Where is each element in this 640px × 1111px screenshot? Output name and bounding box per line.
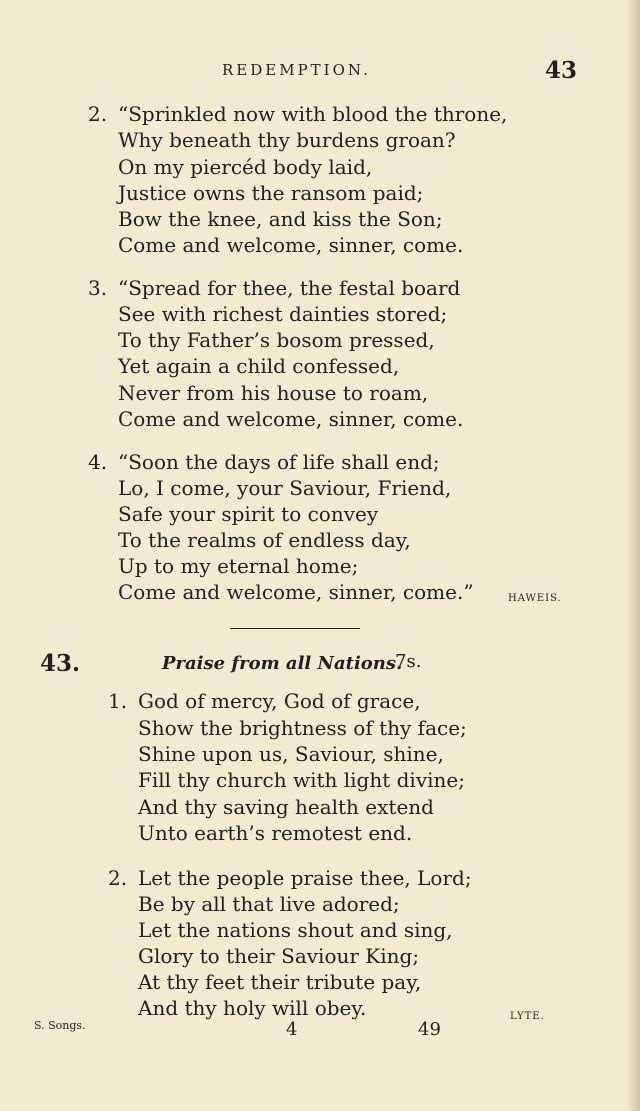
verse-line: Bow the knee, and kiss the Son;	[118, 207, 443, 231]
verse-line: Safe your spirit to convey	[118, 502, 379, 526]
verse-line: Let the people praise thee, Lord;	[138, 866, 472, 890]
signature-mark: S. Songs.	[34, 1019, 86, 1032]
verse-number: 2.	[108, 866, 128, 890]
verse-line: “Spread for thee, the festal board	[118, 276, 461, 300]
verse-line: Up to my eternal home;	[118, 554, 359, 578]
verse-line: Fill thy church with light divine;	[138, 768, 465, 792]
verse-line: Come and welcome, sinner, come.”	[118, 580, 474, 604]
author-attribution: LYTE.	[510, 1011, 545, 1022]
verse-line: To thy Father’s bosom pressed,	[118, 328, 435, 352]
verse-number: 1.	[108, 689, 128, 713]
hymn-meter: 7s.	[395, 651, 422, 672]
verse-line: Yet again a child confessed,	[118, 354, 400, 378]
verse-line: Glory to their Saviour King;	[138, 944, 420, 968]
verse-line: Be by all that live adored;	[138, 892, 400, 916]
verse-line: At thy feet their tribute pay,	[138, 970, 422, 994]
verse-line: And thy holy will obey.	[138, 996, 367, 1020]
verse-line: Let the nations shout and sing,	[138, 918, 453, 942]
verse-line: Shine upon us, Saviour, shine,	[138, 742, 444, 766]
verse-line: And thy saving health extend	[138, 795, 434, 819]
verse-line: To the realms of endless day,	[118, 528, 411, 552]
verse-line: “Sprinkled now with blood the throne,	[118, 102, 508, 126]
page-number: 43	[545, 57, 578, 84]
sheet-number: 4	[286, 1019, 298, 1040]
running-title: REDEMPTION.	[222, 61, 371, 79]
verse-number: 3.	[88, 276, 108, 300]
verse-line: On my piercéd body laid,	[118, 155, 373, 179]
verse-number: 4.	[88, 450, 108, 474]
verse-line: Come and welcome, sinner, come.	[118, 233, 464, 257]
verse-line: “Soon the days of life shall end;	[118, 450, 440, 474]
verse-line: God of mercy, God of grace,	[138, 689, 421, 713]
verse-line: Justice owns the ransom paid;	[118, 181, 424, 205]
verse-line: Unto earth’s remotest end.	[138, 821, 413, 845]
verse-line: See with richest dainties stored;	[118, 302, 448, 326]
folio-number: 49	[418, 1019, 441, 1040]
page-edge-shadow	[626, 0, 640, 1111]
author-attribution: HAWEIS.	[508, 593, 562, 604]
verse-line: Come and welcome, sinner, come.	[118, 407, 464, 431]
section-divider	[230, 628, 360, 629]
verse-line: Never from his house to roam,	[118, 381, 429, 405]
hymn-number: 43.	[40, 650, 81, 677]
verse-line: Why beneath thy burdens groan?	[118, 128, 456, 152]
verse-line: Lo, I come, your Saviour, Friend,	[118, 476, 452, 500]
verse-line: Show the brightness of thy face;	[138, 716, 467, 740]
hymn-title: Praise from all Nations.	[162, 653, 403, 674]
verse-number: 2.	[88, 102, 108, 126]
